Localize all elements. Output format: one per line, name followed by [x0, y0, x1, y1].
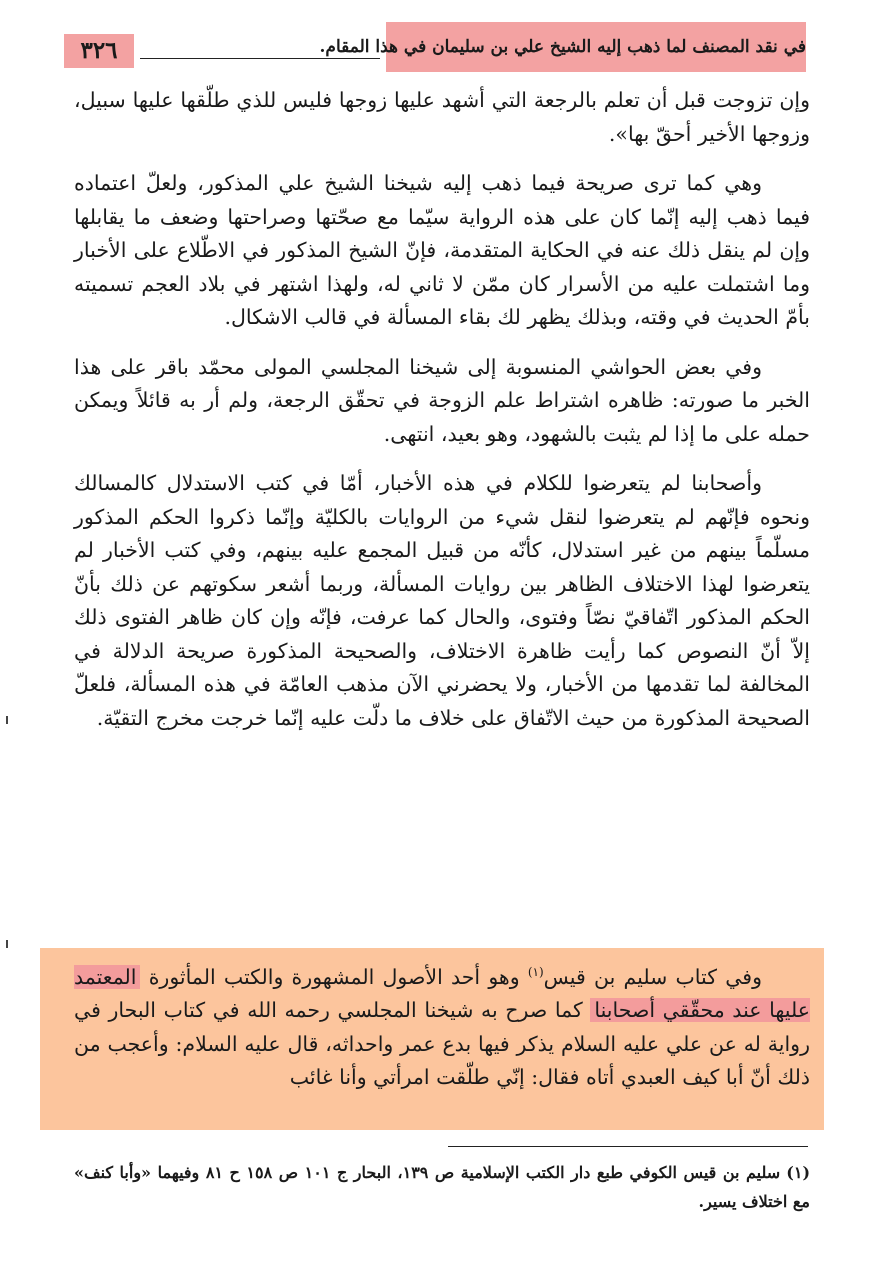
footnote-label: (١) — [786, 1163, 811, 1182]
highlighted-paragraph-container — [74, 956, 810, 1095]
footnote — [74, 1158, 810, 1216]
page-number: ٣٢٦ — [64, 34, 134, 68]
margin-mark — [6, 716, 8, 724]
footnote-separator — [448, 1146, 808, 1147]
paragraph: وإن تزوجت قبل أن تعلم بالرجعة التي أشهد عليها زوجها فليس للذي طلّقها عليها سبيل، وزوجها الأخير أحقّ بها». — [74, 88, 810, 146]
paragraph: وأصحابنا لم يتعرضوا للكلام في هذه الأخبار، أمّا في كتب الاستدلال كالمسالك ونحوه فإنّهم لم يتعرضوا لنقل شيء من الروايات بالكليّة وإنّما ذكروا الحكم المذكور مسلّماً بينهم من غير استدلال، كأنّه من قبيل المجمع عليه بينهم، وفي كتب الأخبار لم يتعرضوا لهذا الاختلاف الظاهر بين روايات المسألة، وربما أشعر سكوتهم عن ذلك بأنّ الحكم المذكور اتّفاقيّ نصّاً وفتوى، والحال كما عرفت، فإنّه وإن كان ظاهر الفتوى ذلك إلاّ أنّ النصوص كما رأيت ظاهرة الاختلاف، والصحيحة المذكورة صريحة الدلالة في المخالفة لما تقدمها من الأخبار، ولا يحضرني الآن مذهب العامّة في هذه المسألة، فلعلّ الصحيحة المذكورة من حيث الاتّفاق على خلاف ما دلّت عليه إنّما خرجت مخرج التقيّة. — [74, 471, 810, 730]
running-title: في نقد المصنف لما ذهب إليه الشيخ علي بن سليمان في هذا المقام. — [386, 22, 806, 72]
footnote-text: سليم بن قيس الكوفي طبع دار الكتب الإسلامية ص ١٣٩، البحار ج ١٠١ ص ١٥٨ ح ٨١ وفيهما «وأبا كنف» مع اختلاف يسير. — [74, 1163, 810, 1211]
hl-text-before: وفي كتاب سليم بن قيس — [543, 964, 762, 989]
footnote-reference: (١) — [527, 965, 544, 979]
margin-mark — [6, 940, 8, 948]
paragraph: وهي كما ترى صريحة فيما ذهب إليه شيخنا الشيخ علي المذكور، ولعلّ اعتماده فيما ذهب إليه إنّما كان على هذه الرواية سيّما مع صحّتها وصراحتها وضعف ما يقابلها وإن لم ينقل ذلك عنه في الحكاية المتقدمة، فإنّ الشيخ المذكور في الاطّلاع على الأخبار وما اشتملت عليه من الأسرار كان ممّن لا ثاني له، ولهذا اشتهر في بلاد العجم تسميته بأمّ الحديث في وقته، وبذلك يظهر لك بقاء المسألة في قالب الاشكال. — [74, 171, 810, 329]
page-header — [60, 22, 808, 74]
hl-text-middle: وهو أحد الأصول المشهورة والكتب المأثورة — [140, 964, 528, 989]
hl-text-after: كما صرح به شيخنا المجلسي رحمه الله في كتاب البحار في رواية له عن علي عليه السلام يذكر فيها بدع عمر واحداثه، قال عليه السلام: وأعجب من ذلك أنّ أبا كيف العبدي أتاه فقال: إنّي طلّقت امرأتي وأنا غائب — [74, 998, 810, 1090]
emphasized-phrase: المعتمد عليها عند محقّقي أصحابنا — [74, 964, 810, 1023]
main-text — [74, 84, 810, 735]
paragraph: وفي بعض الحواشي المنسوبة إلى شيخنا المجلسي المولى محمّد باقر على هذا الخبر ما صورته: ظاهره اشتراط علم الزوجة في تحقّق الرجعة، ولم أر به قائلاً ويمكن حمله على ما إذا لم يثبت بالشهود، وهو بعيد، انتهى. — [74, 354, 810, 446]
highlighted-paragraph — [74, 956, 810, 1095]
